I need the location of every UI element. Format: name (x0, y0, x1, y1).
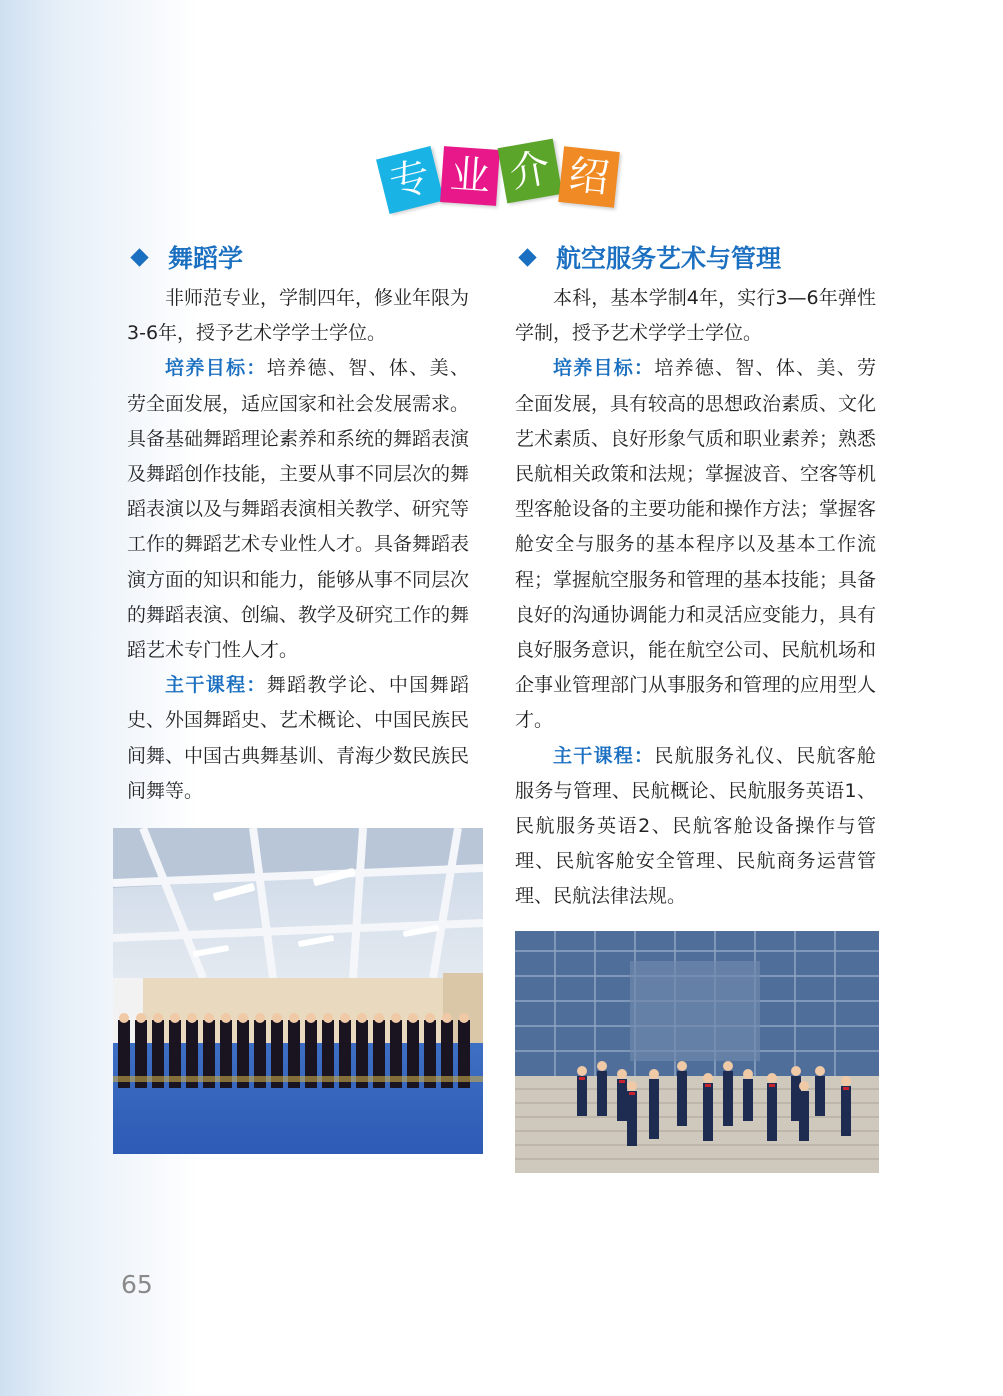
program-intro: 本科，基本学制4年，实行3—6年弹性学制，授予艺术学学士学位。 (515, 287, 876, 345)
course-label: 主干课程： (165, 674, 267, 697)
training-goal (515, 351, 876, 738)
page-title (378, 140, 618, 210)
course-text: 民航服务礼仪、民航客舱服务与管理、民航概论、民航服务英语1、民航服务英语2、民航客舱设备操作与管理、民航客舱安全管理、民航商务运营管理、民航法律法规。 (515, 744, 876, 908)
core-courses (127, 668, 469, 809)
diamond-bullet-icon (518, 248, 536, 266)
title-char-2: 业 (440, 146, 500, 206)
title-char-3: 介 (498, 139, 563, 204)
goal-text: 培养德、智、体、美、劳全面发展，适应国家和社会发展需求。具备基础舞蹈理论素养和系统的舞蹈表演及舞蹈创作技能，主要从事不同层次的舞蹈表演以及与舞蹈表演相关教学、研究等工作的舞蹈艺术专业性人才。具备舞蹈表演方面的知识和能力，能够从事不同层次的舞蹈表演、创编、教学及研究工作的舞蹈艺术专门性人才。 (127, 357, 470, 662)
right-column (515, 237, 876, 915)
heading-text: 舞蹈学 (168, 244, 244, 273)
diamond-bullet-icon (130, 248, 148, 266)
title-char-4: 绍 (558, 146, 620, 208)
goal-text: 培养德、智、体、美、劳全面发展，具有较高的思想政治素质、文化艺术素质、良好形象气质和职业素养；熟悉民航相关政策和法规；掌握波音、空客等机型客舱设备的主要功能和操作方法；掌握客舱安全与服务的基本程序以及基本工作流程；掌握航空服务和管理的基本技能；具备良好的沟通协调能力和灵活应变能力，具有良好服务意识，能在航空公司、民航机场和企事业管理部门从事服务和管理的应用型人才。 (515, 357, 877, 732)
page-number: 65 (121, 1270, 153, 1299)
heading-text: 航空服务艺术与管理 (556, 244, 782, 273)
left-column (127, 237, 469, 809)
course-label: 主干课程： (553, 744, 655, 767)
goal-label: 培养目标： (553, 357, 655, 380)
aviation-students-photo (515, 931, 879, 1173)
title-char-1: 专 (376, 146, 444, 214)
section-heading-dance (127, 237, 469, 277)
core-courses (515, 739, 876, 915)
course-text: 舞蹈教学论、中国舞蹈史、外国舞蹈史、艺术概论、中国民族民间舞、中国古典舞基训、青海少数民族民间舞等。 (127, 674, 470, 802)
training-goal (127, 351, 469, 668)
goal-label: 培养目标： (165, 357, 267, 380)
program-intro: 非师范专业，学制四年，修业年限为3-6年，授予艺术学学士学位。 (127, 287, 470, 345)
dance-class-photo (113, 828, 483, 1154)
section-heading-aviation (515, 237, 876, 277)
